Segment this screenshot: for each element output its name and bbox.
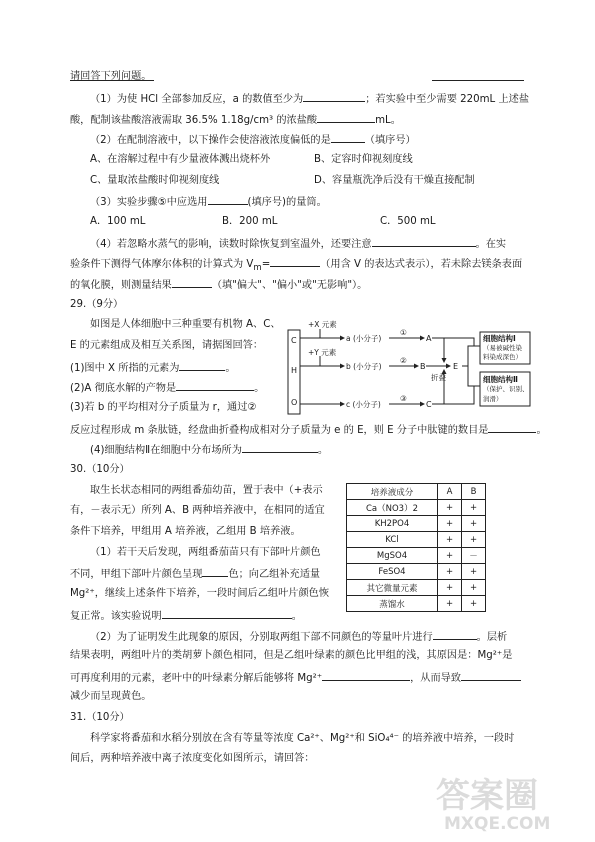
q28-measure-a: A．100 mL (90, 216, 146, 227)
q31-line2: 间后，两种培养液中离子浓度变化如图所示，请回答： (70, 753, 315, 764)
x-element-label: +X 元素 (308, 320, 337, 329)
q30-line9: 结果表明，两组叶片的类胡萝卜颜色相同，但是乙组叶绿素的颜色比甲组的浅，其原因是：Mg²⁺是 (70, 650, 513, 661)
answer-blank[interactable] (317, 112, 375, 123)
q30-line2: 有，－表示无）所列 A、B 两种培养液中，在相同的适宜 (70, 505, 325, 516)
organic-molecule-diagram (284, 318, 532, 418)
table-cell: + (438, 500, 462, 516)
q29-line2: E 的元素组成及相互关系图，请据图回答： (70, 340, 264, 351)
q28-part4-line2: 验条件下测得气体摩尔体积的计算式为 $V_m=$ （用含 V 的表达式表示），若未除去镁条表面 (70, 256, 522, 275)
table-cell: + (462, 564, 486, 580)
q31-heading: 31.（10分） (70, 712, 130, 723)
table-row (347, 516, 486, 532)
answer-blank[interactable] (322, 670, 410, 681)
svg-text:MXQE.COM: MXQE.COM (444, 814, 551, 834)
site-watermark (430, 765, 590, 835)
q28-part4-line1: （4）若忽略水蒸气的影响，读数时除恢复到室温外，还要注意 。在实 (90, 236, 506, 252)
q30-line4: （1）若干天后发现，两组番茄苗只有下部叶片颜色 (90, 547, 321, 558)
q29-sub3-line1: (3)若 b 的平均相对分子质量为 r，通过② (70, 402, 257, 413)
table-row (347, 532, 486, 548)
q30-heading: 30.（10分） (70, 464, 130, 475)
table-cell: － (462, 548, 486, 564)
macromolecule-e: E (453, 362, 459, 371)
q28-part1-line1: （1）为使 HCl 全部参加反应，a 的数值至少为 ；若实验中至少需要 220mL 上述盐 (90, 91, 529, 107)
answer-blank[interactable] (488, 422, 536, 433)
structure-1-title: 细胞结构Ⅰ (483, 334, 516, 343)
q29-heading: 29.（9分） (70, 299, 124, 310)
table-cell: + (438, 564, 462, 580)
answer-blank[interactable] (372, 236, 476, 247)
a-to-structure-1 (444, 338, 474, 346)
answer-blank[interactable] (331, 132, 365, 143)
folding-label: 折叠 (431, 373, 446, 382)
answer-blank[interactable] (242, 442, 318, 453)
answer-blank[interactable] (162, 608, 292, 619)
element-h: H (291, 366, 298, 375)
q28-option-a: A、在溶解过程中有少量液体溅出烧杯外 (90, 154, 271, 165)
q28-option-b: B、定容时仰视刻度线 (314, 154, 413, 165)
q28-part3: （3）实验步骤⑤中应选用 (填序号)的量筒。 (90, 194, 327, 210)
structure-1-desc2: 料染成深色） (483, 353, 522, 361)
macromolecule-c: C (426, 400, 432, 409)
q29-sub4: (4)细胞结构Ⅱ在细胞中分布场所为 。 (90, 442, 328, 458)
watermark-logo (430, 765, 590, 835)
table-header-row (347, 484, 486, 500)
y-element-label: +Y 元素 (308, 348, 337, 357)
structure-2-title: 细胞结构Ⅱ (483, 375, 518, 384)
q28-part1-line2: 酸，配制该盐酸溶液需取 36.5% 1.18g/cm³ 的浓盐酸 mL。 (70, 112, 401, 128)
molecule-c: c (小分子) (346, 400, 381, 409)
q30-line6: Mg²⁺，继续上述条件下培养，一段时间后乙组叶片颜色恢 (70, 588, 330, 599)
q28-part4-line3: 的氧化膜，则测量结果 （填"偏大"、"偏小"或"无影响"）。 (70, 277, 367, 293)
q30-line7: 复正常。该实验说明 。 (70, 608, 302, 624)
table-row (347, 500, 486, 516)
table-cell: MgSO4 (347, 548, 438, 564)
q28-option-c: C、量取浓盐酸时仰视刻度线 (90, 175, 220, 186)
table-row (347, 548, 486, 564)
q28-option-d: D、容量瓶洗净后没有干燥直接配制 (314, 175, 475, 186)
molecule-a: a (小分子) (346, 334, 382, 343)
q28-part2: （2）在配制溶液中，以下操作会使溶液浓度偏低的是 （填序号） (90, 132, 416, 148)
molecule-b: b (小分子) (346, 362, 382, 371)
table-cell: KH2PO4 (347, 516, 438, 532)
table-cell: + (438, 596, 462, 612)
answer-blank[interactable] (303, 91, 365, 102)
nutrient-solution-table (346, 483, 486, 612)
table-cell: + (462, 500, 486, 516)
q30-line5: 不同，甲组下部叶片颜色呈现 色；向乙组补充适量 (70, 566, 320, 582)
table-row (347, 580, 486, 596)
table-header-cell: B (462, 484, 486, 500)
table-cell: + (438, 580, 462, 596)
table-cell: + (462, 596, 486, 612)
step-3: ③ (400, 394, 407, 403)
q30-line3: 条件下培养，甲组用 A 培养液，乙组用 B 培养液。 (70, 526, 301, 537)
q31-line1: 科学家将番茄和水稻分别放在含有等量等浓度 Ca²⁺、Mg²⁺和 SiO₄⁴⁻ 的培养液中培养，一段时 (90, 733, 515, 744)
element-c: C (291, 336, 297, 345)
table-cell: + (462, 532, 486, 548)
step-1: ① (400, 328, 407, 337)
table-row (347, 564, 486, 580)
table-cell: 其它微量元素 (347, 580, 438, 596)
q29-sub3-line2: 反应过程形成 m 条肽链，经盘曲折叠构成相对分子质量为 e 的 E，则 E 分子中肽键的数目是 。 (70, 422, 547, 438)
answer-blank[interactable] (179, 360, 225, 371)
q28-measure-b: B．200 mL (222, 216, 278, 227)
q30-line8: （2）为了证明发生此现象的原因，分别取两组下部不同颜色的等量叶片进行 。层析 (90, 629, 507, 645)
answer-blank[interactable] (270, 256, 320, 267)
table-cell: + (462, 516, 486, 532)
table-cell: + (438, 548, 462, 564)
structure-2-desc1: （保护、识别、 (483, 385, 529, 393)
q30-line10: 可再度利用的元素，老叶中的叶绿素分解后能够将 Mg²⁺ ，从而导致 (70, 670, 521, 686)
table-cell: 蒸馏水 (347, 596, 438, 612)
e-to-structure-1 (462, 346, 480, 366)
answer-blank[interactable] (433, 629, 477, 640)
table-header-cell: A (438, 484, 462, 500)
table-cell: + (438, 532, 462, 548)
table-cell: KCl (347, 532, 438, 548)
intro-text: 请回答下列问题。 (70, 71, 152, 82)
answer-blank[interactable] (202, 566, 228, 577)
svg-text:答案圈: 答案圈 (436, 776, 538, 816)
macromolecule-b: B (420, 362, 426, 371)
q29-line1: 如图是人体细胞中三种重要有机物 A、C、 (90, 319, 281, 330)
arrow-a-to-b (432, 338, 444, 362)
answer-blank[interactable] (176, 380, 254, 391)
q30-line11: 减少而呈现黄色。 (70, 691, 152, 702)
element-o: O (291, 398, 298, 407)
answer-blank[interactable] (172, 277, 212, 288)
macromolecule-a: A (426, 334, 432, 343)
table-cell: Ca（NO3）2 (347, 500, 438, 516)
c-to-structure-2 (444, 386, 474, 404)
header-rule-right (432, 80, 524, 81)
q29-sub2: (2)A 彻底水解的产物是 。 (70, 380, 264, 396)
table-cell: + (462, 580, 486, 596)
table-cell: FeSO4 (347, 564, 438, 580)
table-header-cell: 培养液成分 (347, 484, 438, 500)
table-cell: + (438, 516, 462, 532)
q28-measure-c: C．500 mL (380, 216, 436, 227)
step-2: ② (400, 356, 407, 365)
q29-sub1: (1)图中 X 所指的元素为 。 (70, 360, 236, 376)
structure-1-desc1: （易被碱性染 (483, 344, 522, 352)
table-row (347, 596, 486, 612)
e-to-structure-2 (462, 366, 480, 386)
q30-line1: 取生长状态相同的两组番茄幼苗，置于表中（+表示 (90, 485, 323, 496)
answer-blank[interactable] (461, 670, 521, 681)
answer-blank[interactable] (208, 194, 248, 205)
structure-2-desc2: 润滑） (483, 395, 503, 403)
